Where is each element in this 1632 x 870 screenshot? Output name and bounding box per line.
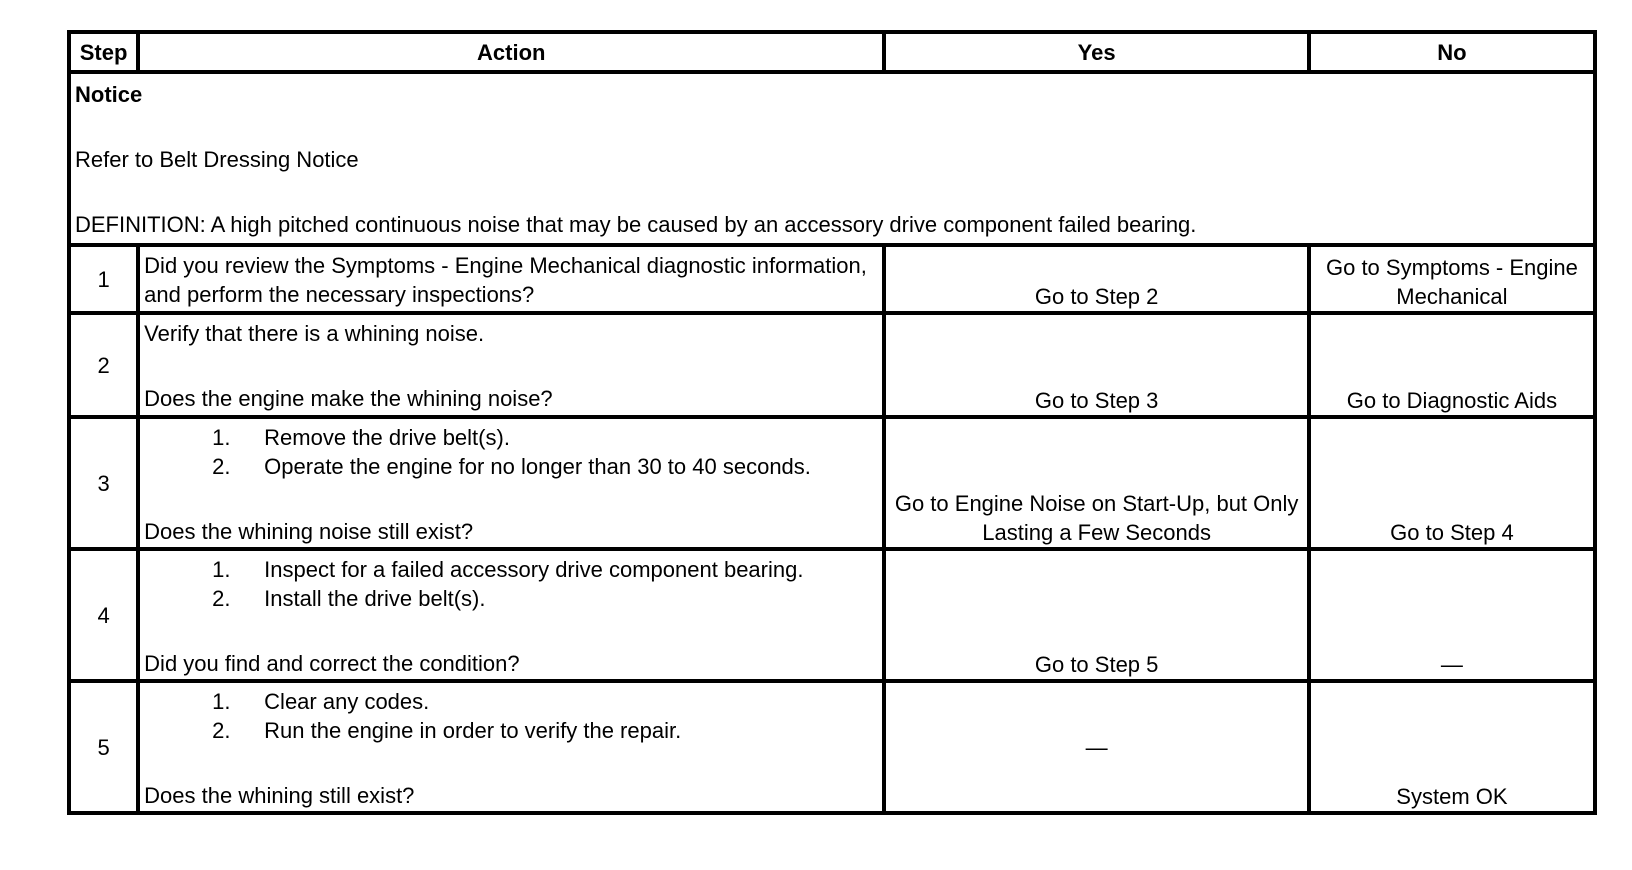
no-result: Go to Diagnostic Aids xyxy=(1309,313,1595,417)
no-result: System OK xyxy=(1309,681,1595,813)
action-cell xyxy=(138,313,884,417)
yes-result: Go to Engine Noise on Start-Up, but Only Lasting a Few Seconds xyxy=(884,417,1308,549)
list-item-number: 2. xyxy=(212,718,231,743)
list-item-text: Clear any codes. xyxy=(264,689,430,714)
action-cell xyxy=(138,681,884,813)
list-item-number: 1. xyxy=(212,689,231,714)
action-cell xyxy=(138,245,884,313)
list-item-number: 2. xyxy=(212,586,231,611)
list-item-text: Operate the engine for no longer than 30 to 40 seconds. xyxy=(264,454,811,479)
list-item xyxy=(212,423,878,452)
step-number: 3 xyxy=(69,417,138,549)
header-no: No xyxy=(1309,32,1595,72)
yes-result: Go to Step 5 xyxy=(884,549,1308,681)
action-question: Does the engine make the whining noise? xyxy=(144,386,553,411)
action-text: Did you review the Symptoms - Engine Mechanical diagnostic information, and perform the necessary inspections? xyxy=(144,253,867,307)
list-item-number: 1. xyxy=(212,557,231,582)
list-item xyxy=(212,452,878,481)
yes-result: Go to Step 2 xyxy=(884,245,1308,313)
notice-reference: Refer to Belt Dressing Notice xyxy=(75,147,359,172)
notice-definition: DEFINITION: A high pitched continuous noise that may be caused by an accessory drive component failed bearing. xyxy=(75,212,1197,237)
step-number: 2 xyxy=(69,313,138,417)
header-action: Action xyxy=(138,32,884,72)
action-text: Verify that there is a whining noise. xyxy=(144,321,485,346)
list-item-text: Remove the drive belt(s). xyxy=(264,425,510,450)
header-step: Step xyxy=(69,32,138,72)
action-question: Does the whining noise still exist? xyxy=(144,519,474,544)
list-item-text: Run the engine in order to verify the repair. xyxy=(264,718,682,743)
list-item xyxy=(212,716,878,745)
table-row xyxy=(69,549,1595,681)
list-item-number: 2. xyxy=(212,454,231,479)
step-number: 4 xyxy=(69,549,138,681)
list-item-number: 1. xyxy=(212,425,231,450)
action-cell xyxy=(138,549,884,681)
action-steps-list xyxy=(144,555,878,613)
action-cell xyxy=(138,417,884,549)
list-item xyxy=(212,687,878,716)
header-row xyxy=(69,32,1595,72)
notice-cell xyxy=(69,72,1595,245)
no-result: Go to Step 4 xyxy=(1309,417,1595,549)
step-number: 5 xyxy=(69,681,138,813)
table-row xyxy=(69,245,1595,313)
notice-row xyxy=(69,72,1595,245)
list-item xyxy=(212,555,878,584)
action-question: Did you find and correct the condition? xyxy=(144,651,520,676)
list-item-text: Inspect for a failed accessory drive component bearing. xyxy=(264,557,804,582)
table-row xyxy=(69,313,1595,417)
header-yes: Yes xyxy=(884,32,1308,72)
step-number: 1 xyxy=(69,245,138,313)
list-item xyxy=(212,584,878,613)
yes-result: Go to Step 3 xyxy=(884,313,1308,417)
diagnostic-table xyxy=(67,30,1597,815)
yes-result: — xyxy=(884,681,1308,813)
table-row xyxy=(69,681,1595,813)
no-result: — xyxy=(1309,549,1595,681)
notice-title: Notice xyxy=(75,82,143,107)
action-question: Does the whining still exist? xyxy=(144,783,415,808)
list-item-text: Install the drive belt(s). xyxy=(264,586,486,611)
no-result: Go to Symptoms - Engine Mechanical xyxy=(1309,245,1595,313)
action-steps-list xyxy=(144,687,878,745)
action-steps-list xyxy=(144,423,878,481)
table-row xyxy=(69,417,1595,549)
